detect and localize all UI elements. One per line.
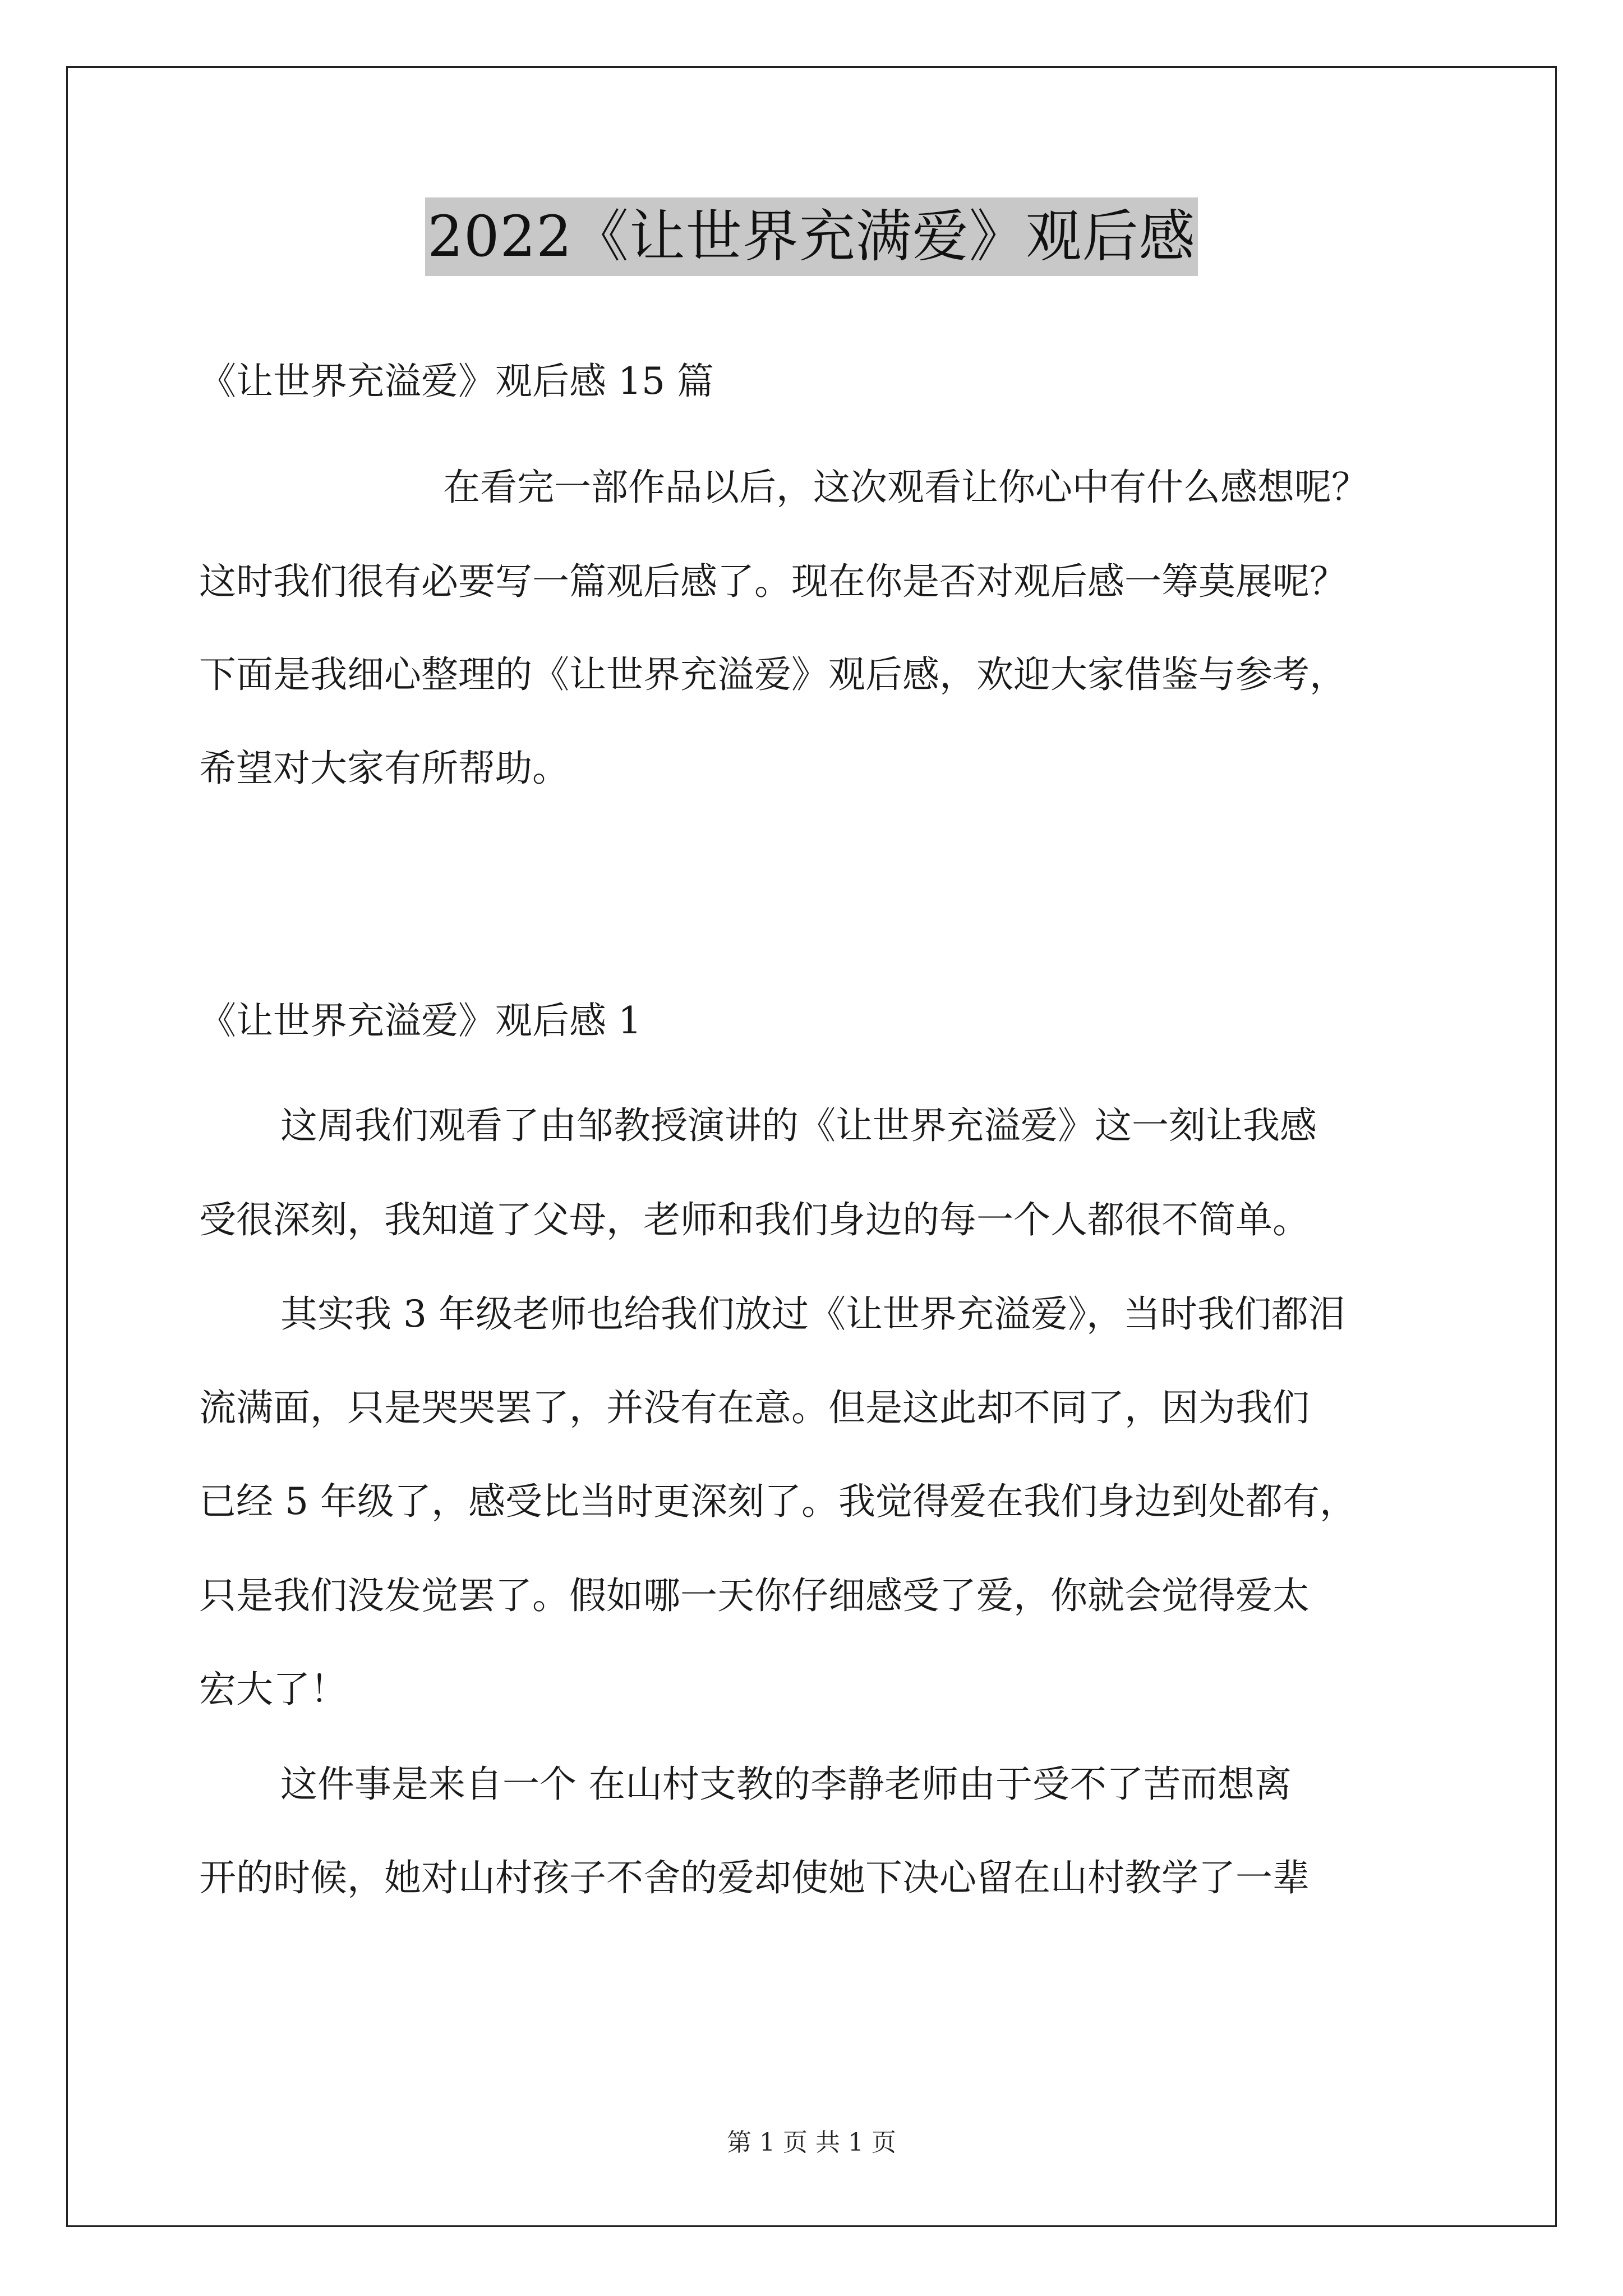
body-line: 受很深刻，我知道了父母，老师和我们身边的每一个人都很不简单。 [199, 1198, 1310, 1241]
body-line: 流满面，只是哭哭罢了，并没有在意。但是这此却不同了，因为我们 [199, 1386, 1310, 1429]
body-line: 只是我们没发觉罢了。假如哪一天你仔细感受了爱，你就会觉得爱太 [199, 1574, 1310, 1617]
title-container [0, 197, 1623, 276]
body-line: 其实我 3 年级老师也给我们放过《让世界充溢爱》，当时我们都泪 [280, 1292, 1345, 1336]
body-line: 希望对大家有所帮助。 [199, 747, 569, 790]
body-line: 这件事是来自一个 在山村支教的李静老师由于受不了苦而想离 [280, 1763, 1292, 1806]
body-line: 这时我们很有必要写一篇观后感了。现在你是否对观后感一筹莫展呢？ [199, 560, 1347, 603]
section-heading: 《让世界充溢爱》观后感 1 [199, 999, 642, 1042]
body-line: 开的时候，她对山村孩子不舍的爱却使她下决心留在山村教学了一辈 [199, 1856, 1310, 1899]
body-line: 宏大了！ [199, 1668, 347, 1711]
page-footer: 第 1 页 共 1 页 [727, 2128, 896, 2157]
body-line: 在看完一部作品以后，这次观看让你心中有什么感想呢？ [443, 466, 1368, 509]
document-title: 2022《让世界充满爱》观后感 [425, 197, 1198, 276]
body-line: 下面是我细心整理的《让世界充溢爱》观后感，欢迎大家借鉴与参考， [199, 653, 1347, 696]
subtitle-line: 《让世界充溢爱》观后感 15 篇 [199, 360, 714, 403]
body-line: 已经 5 年级了，感受比当时更深刻了。我觉得爱在我们身边到处都有， [199, 1480, 1357, 1523]
body-line: 这周我们观看了由邹教授演讲的《让世界充溢爱》这一刻让我感 [280, 1104, 1317, 1147]
